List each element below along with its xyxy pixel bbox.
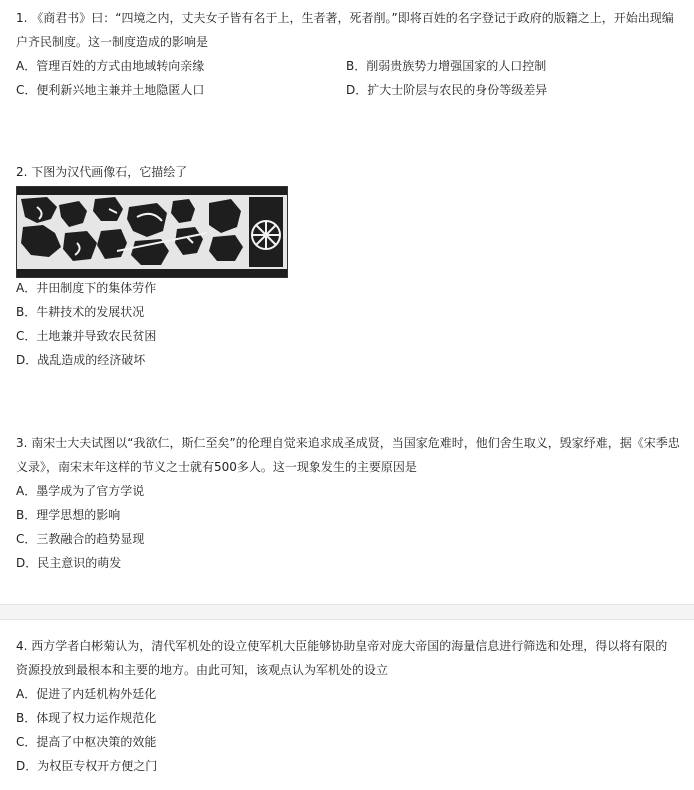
question-2-option-b[interactable]: B．牛耕技术的发展状况	[16, 305, 145, 319]
question-4-option-c[interactable]: C．提高了中枢决策的效能	[16, 735, 157, 749]
question-separator	[0, 604, 694, 620]
question-3-stem-line1: 3. 南宋士大夫试图以“我欲仁，斯仁至矣”的伦理自觉来追求成圣成贤，当国家危难时，他们舍生取义，毁家纾难，据《宋季忠	[16, 436, 680, 450]
question-1-stem-line2: 户齐民制度。这一制度造成的影响是	[16, 35, 209, 49]
question-2-option-d[interactable]: D．战乱造成的经济破坏	[16, 353, 146, 367]
question-2-option-a[interactable]: A．井田制度下的集体劳作	[16, 281, 157, 295]
question-1-stem-line1: 1. 《商君书》曰：“四境之内，丈夫女子皆有名于上，生者著，死者削。”即将百姓的名字登记于政府的版籍之上，开始出现编	[16, 11, 674, 25]
question-1-option-c[interactable]: C．便利新兴地主兼并土地隐匿人口	[16, 83, 205, 97]
question-3-option-b[interactable]: B．理学思想的影响	[16, 508, 121, 522]
question-3-option-a[interactable]: A．墨学成为了官方学说	[16, 484, 145, 498]
question-3-stem-line2: 义录》，南宋末年这样的节义之士就有500多人。这一现象发生的主要原因是	[16, 460, 417, 474]
question-4-stem-line2: 资源投放到最根本和主要的地方。由此可知，该观点认为军机处的设立	[16, 663, 389, 677]
question-3-option-d[interactable]: D．民主意识的萌发	[16, 556, 122, 570]
han-stone-relief-image	[16, 186, 288, 278]
question-4-stem-line1: 4. 西方学者白彬菊认为，清代军机处的设立使军机大臣能够协助皇帝对庞大帝国的海量信息进行筛选和处理，得以将有限的	[16, 639, 668, 653]
question-4-option-b[interactable]: B．体现了权力运作规范化	[16, 711, 157, 725]
question-2-option-c[interactable]: C．土地兼并导致农民贫困	[16, 329, 157, 343]
question-1-option-a[interactable]: A．管理百姓的方式由地域转向亲缘	[16, 59, 205, 73]
question-1-option-b[interactable]: B．削弱贵族势力增强国家的人口控制	[346, 59, 547, 73]
stone-relief-illustration	[17, 187, 287, 277]
question-4-option-d[interactable]: D．为权臣专权开方便之门	[16, 759, 158, 773]
question-2-stem: 2. 下图为汉代画像石，它描绘了	[16, 165, 188, 179]
question-4-option-a[interactable]: A．促进了内廷机构外廷化	[16, 687, 157, 701]
question-3-option-c[interactable]: C．三教融合的趋势显现	[16, 532, 145, 546]
question-1-option-d[interactable]: D．扩大士阶层与农民的身份等级差异	[346, 83, 548, 97]
